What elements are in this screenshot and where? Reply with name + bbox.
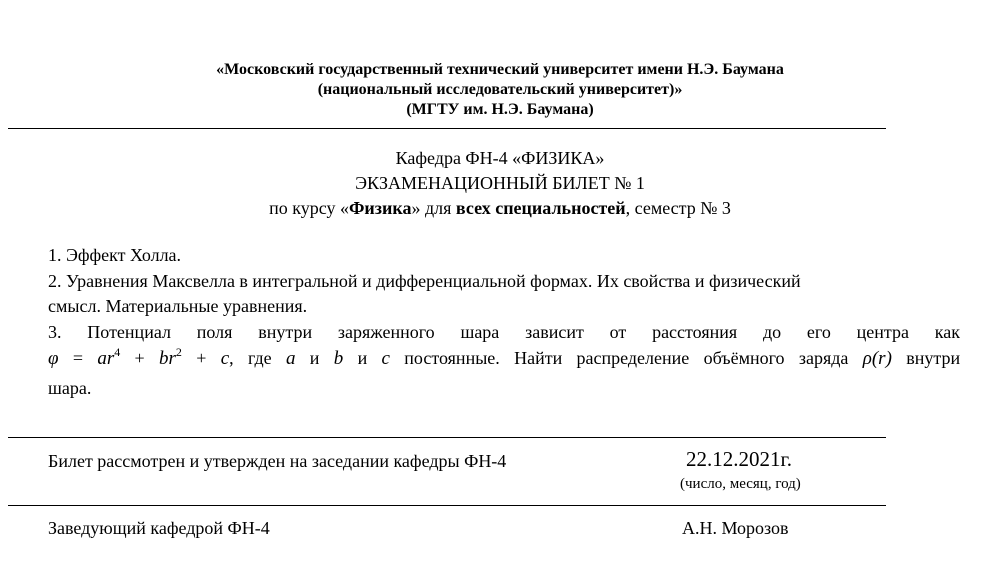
ticket-title: ЭКЗАМЕНАЦИОННЫЙ БИЛЕТ № 1 [355, 173, 645, 193]
course-semester: , семестр № 3 [625, 198, 731, 218]
head-of-department-name: А.Н. Морозов [682, 518, 789, 538]
date-caption: (число, месяц, год) [680, 476, 801, 492]
question-1: 1. Эффект Холла. [48, 245, 182, 265]
text-where: , где [229, 348, 272, 368]
course-prefix: по курсу « [269, 198, 349, 218]
formula-equals: = [58, 348, 98, 368]
course-line [0, 195, 1000, 221]
charge-density-rho: ρ(r) [862, 348, 892, 369]
university-name-line1: «Московский государственный технический университет имени Н.Э. Баумана [216, 61, 784, 78]
text-and-1: и [309, 348, 320, 368]
formula-ar: ar [97, 348, 115, 369]
formula-br: br [159, 348, 176, 369]
text-find-charge: постоянные. Найти распределение объёмного заряда [404, 348, 849, 368]
university-abbreviation: (МГТУ им. Н.Э. Баумана) [406, 101, 594, 118]
header-divider [8, 128, 886, 129]
approval-date: 22.12.2021г. [686, 447, 792, 471]
approval-divider-bottom [8, 505, 886, 506]
variable-a: a [285, 348, 296, 369]
course-mid: » для [411, 198, 456, 218]
variable-c: c [381, 348, 390, 369]
question-3-line3: шара. [48, 378, 92, 398]
course-name: Физика [348, 198, 412, 218]
head-of-department-label: Заведующий кафедрой ФН-4 [48, 518, 270, 538]
text-and-2: и [357, 348, 368, 368]
text-inside: внутри [906, 348, 961, 368]
course-audience: всех специальностей [455, 198, 626, 218]
formula-phi: φ [48, 348, 59, 369]
formula-plus-2: + [181, 348, 221, 368]
potential-formula [48, 345, 230, 369]
question-3-line1: 3. Потенциал поля внутри заряженного шара зависит от расстояния до его центра как [48, 322, 960, 342]
variable-b: b [333, 348, 344, 369]
formula-plus-1: + [120, 348, 160, 368]
approval-text: Билет рассмотрен и утвержден на заседании кафедры ФН-4 [48, 451, 507, 471]
question-2-line1: 2. Уравнения Максвелла в интегральной и дифференциальной формах. Их свойства и физический [48, 271, 801, 291]
department-title: Кафедра ФН-4 «ФИЗИКА» [395, 148, 605, 168]
approval-divider-top [8, 437, 886, 438]
formula-c: c [220, 348, 230, 369]
formula-power-4: 4 [114, 345, 121, 359]
university-name-line2: (национальный исследовательский университет)» [317, 81, 683, 98]
formula-power-2: 2 [175, 345, 182, 359]
question-3-line2 [48, 345, 960, 372]
question-2-line2: смысл. Материальные уравнения. [48, 296, 308, 316]
